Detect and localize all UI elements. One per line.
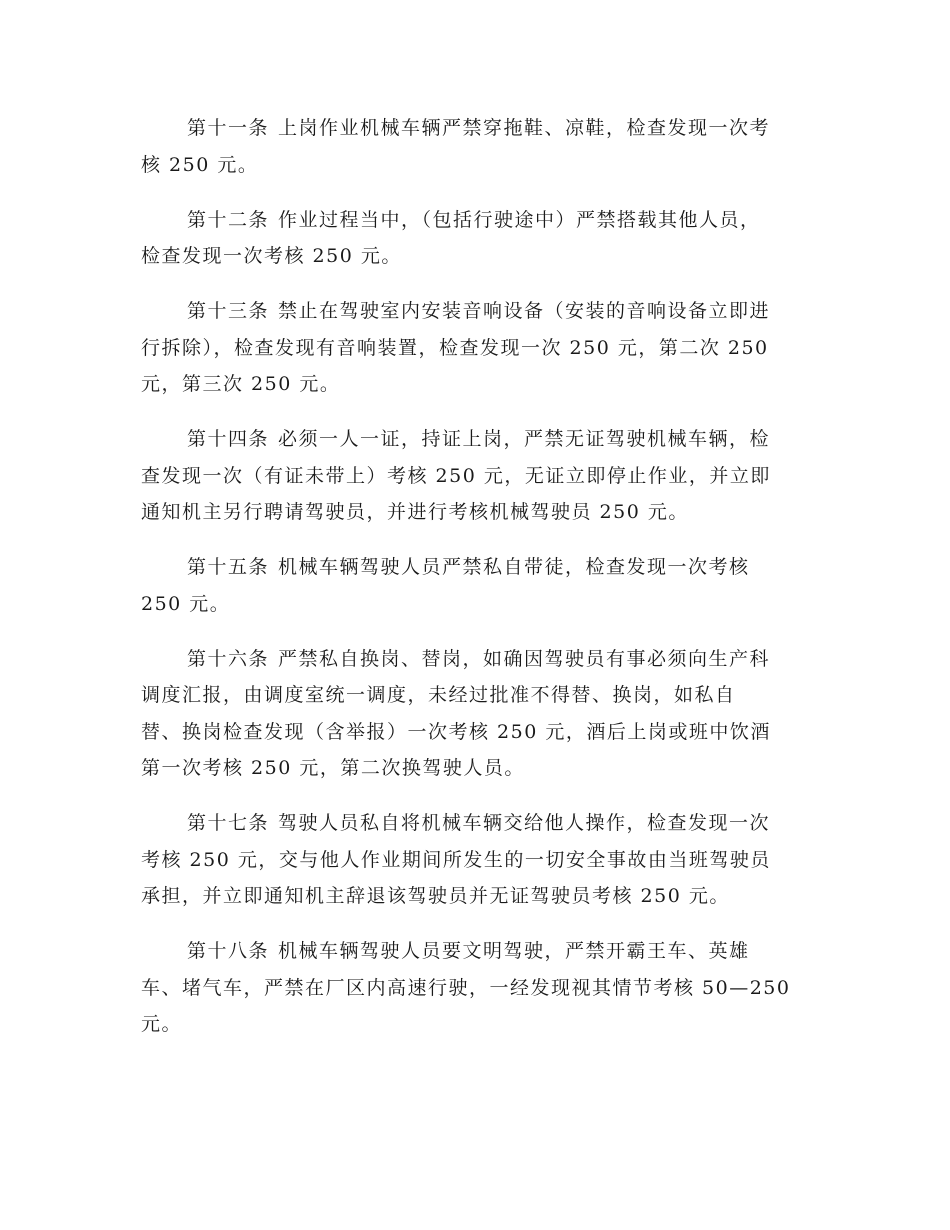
article-paragraph [141,549,813,622]
article-line [141,586,813,623]
article-paragraph [141,805,813,915]
article-line [141,933,813,970]
article-text: 通知机主另行聘请驾驶员，并进行考核机械驾驶员 250 元。 [141,501,689,523]
article-line [141,970,813,1007]
document-page [141,110,813,1061]
article-text: 检查发现一次考核 250 元。 [141,245,402,267]
article-line [141,366,813,403]
article-text: 作业过程当中，（包括行驶途中）严禁搭载其他人员， [278,208,761,231]
article-line [141,494,813,531]
article-text: 机械车辆驾驶人员严禁私自带徒，检查发现一次考核 [278,556,750,578]
article-text: 查发现一次（有证未带上）考核 250 元，无证立即停止作业，并立即 [141,464,771,487]
article-text: 车、堵气车，严禁在厂区内高速行驶，一经发现视其情节考核 50—250 [141,976,791,999]
article-label: 第十一条 [187,117,270,139]
article-line [141,293,813,330]
article-line [141,1006,813,1043]
article-line [141,641,813,678]
article-line [141,202,813,239]
article-paragraph [141,293,813,403]
article-label: 第十三条 [187,300,270,322]
article-text: 替、换岗检查发现（含举报）一次考核 250 元，酒后上岗或班中饮酒 [141,720,771,743]
article-line [141,110,813,147]
article-text: 250 元。 [141,592,231,615]
article-text: 上岗作业机械车辆严禁穿拖鞋、凉鞋，检查发现一次考 [278,117,771,139]
article-paragraph [141,641,813,787]
article-line [141,421,813,458]
article-text: 核 250 元。 [141,153,259,176]
article-text: 元，第三次 250 元。 [141,373,341,395]
article-paragraph [141,421,813,531]
article-line [141,842,813,879]
article-line [141,878,813,915]
article-label: 第十五条 [187,556,270,578]
article-paragraph [141,202,813,275]
article-label: 第十二条 [187,208,270,231]
article-line [141,805,813,842]
article-line [141,677,813,714]
article-text: 调度汇报，由调度室统一调度，未经过批准不得替、换岗，如私自 [141,684,736,706]
article-paragraph [141,110,813,183]
article-line [141,750,813,787]
article-text: 必须一人一证，持证上岗，严禁无证驾驶机械车辆，检 [278,428,771,450]
article-text: 机械车辆驾驶人员要文明驾驶，严禁开霸王车、英雄 [278,940,750,962]
article-line [141,147,813,184]
article-text: 驾驶人员私自将机械车辆交给他人操作，检查发现一次 [278,812,771,834]
article-text: 第一次考核 250 元，第二次换驾驶人员。 [141,757,525,779]
article-label: 第十七条 [187,812,270,834]
article-line [141,458,813,495]
article-text: 行拆除），检查发现有音响装置，检查发现一次 250 元，第二次 250 [141,336,769,359]
article-label: 第十六条 [187,647,270,670]
article-line [141,238,813,275]
article-line [141,330,813,367]
article-label: 第十四条 [187,428,270,450]
article-paragraph [141,933,813,1043]
article-text: 考核 250 元，交与他人作业期间所发生的一切安全事故由当班驾驶员 [141,848,771,871]
article-line [141,714,813,751]
article-text: 承担，并立即通知机主辞退该驾驶员并无证驾驶员考核 250 元。 [141,885,730,907]
article-line [141,549,813,586]
article-text: 严禁私自换岗、替岗，如确因驾驶员有事必须向生产科 [278,647,771,670]
article-text: 元。 [141,1013,183,1035]
article-text: 禁止在驾驶室内安装音响设备（安装的音响设备立即进 [278,300,771,322]
article-label: 第十八条 [187,940,270,962]
